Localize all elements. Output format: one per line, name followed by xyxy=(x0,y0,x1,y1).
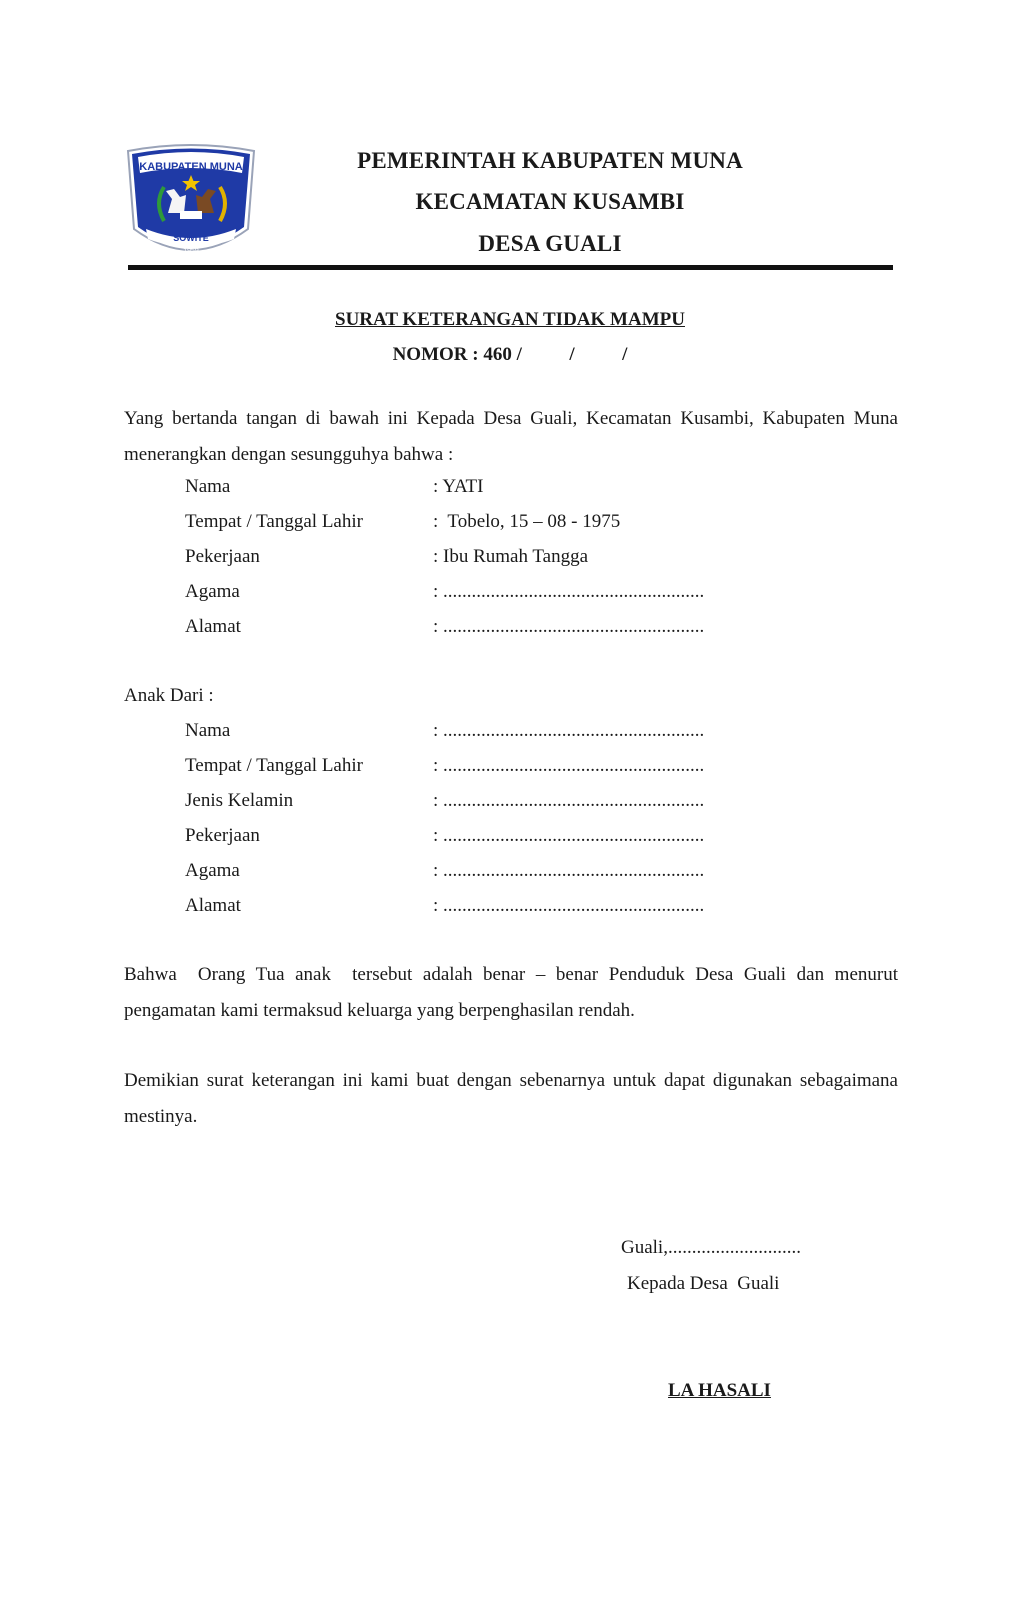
person-birth-value: : Tobelo, 15 – 08 - 1975 xyxy=(433,511,621,532)
svg-text:SOWITE: SOWITE xyxy=(173,233,209,243)
regency-coat-of-arms-logo xyxy=(124,143,258,263)
person-religion-value: : ....................................................... xyxy=(433,581,705,602)
letter-title: SURAT KETERANGAN TIDAK MAMPU xyxy=(335,309,685,330)
child-occupation-label: Pekerjaan xyxy=(185,825,260,846)
child-name-value: : ....................................................... xyxy=(433,720,705,741)
svg-text:KABUPATEN MUNA: KABUPATEN MUNA xyxy=(139,161,243,173)
child-name-label: Nama xyxy=(185,720,231,741)
person-address-value: : ....................................................... xyxy=(433,616,705,637)
child-birth-value: : ....................................................... xyxy=(433,755,705,776)
letterhead-district: KECAMATAN KUSAMBI xyxy=(415,189,685,214)
letterhead-village: DESA GUALI xyxy=(478,231,622,256)
letterhead-regency: PEMERINTAH KABUPATEN MUNA xyxy=(357,148,743,173)
closing-paragraph: Demikian surat keterangan ini kami buat dengan sebenarnya untuk dapat digunakan sebagaimana mestinya. xyxy=(124,1070,898,1127)
person-occupation-label: Pekerjaan xyxy=(185,546,260,567)
person-name-label: Nama xyxy=(185,476,231,497)
signature-position: Kepada Desa Guali xyxy=(627,1273,780,1294)
child-address-value: : ....................................................... xyxy=(433,895,705,916)
person-address-label: Alamat xyxy=(185,616,241,637)
child-heading: Anak Dari : xyxy=(124,685,214,706)
letterhead-divider xyxy=(128,265,893,270)
signature-place-date: Guali,............................ xyxy=(621,1237,801,1258)
letter-number: NOMOR : 460 / / / xyxy=(392,344,628,365)
person-birth-label: Tempat / Tanggal Lahir xyxy=(185,511,363,532)
child-birth-label: Tempat / Tanggal Lahir xyxy=(185,755,363,776)
child-occupation-value: : ....................................................... xyxy=(433,825,705,846)
intro-paragraph: Yang bertanda tangan di bawah ini Kepada Desa Guali, Kecamatan Kusambi, Kabupaten Muna menerangkan dengan sesungguhya bahwa : xyxy=(124,408,898,465)
child-address-label: Alamat xyxy=(185,895,241,916)
person-name-value: : YATI xyxy=(433,476,484,497)
signatory-name: LA HASALI xyxy=(668,1380,771,1401)
svg-text:1959: 1959 xyxy=(183,248,199,255)
child-gender-label: Jenis Kelamin xyxy=(185,790,294,811)
child-religion-value: : ....................................................... xyxy=(433,860,705,881)
person-occupation-value: : Ibu Rumah Tangga xyxy=(433,546,589,567)
child-religion-label: Agama xyxy=(185,860,240,881)
person-religion-label: Agama xyxy=(185,581,240,602)
statement-paragraph: Bahwa Orang Tua anak tersebut adalah benar – benar Penduduk Desa Guali dan menurut pengamatan kami termaksud keluarga yang berpenghasilan rendah. xyxy=(124,964,903,1021)
child-gender-value: : ....................................................... xyxy=(433,790,705,811)
